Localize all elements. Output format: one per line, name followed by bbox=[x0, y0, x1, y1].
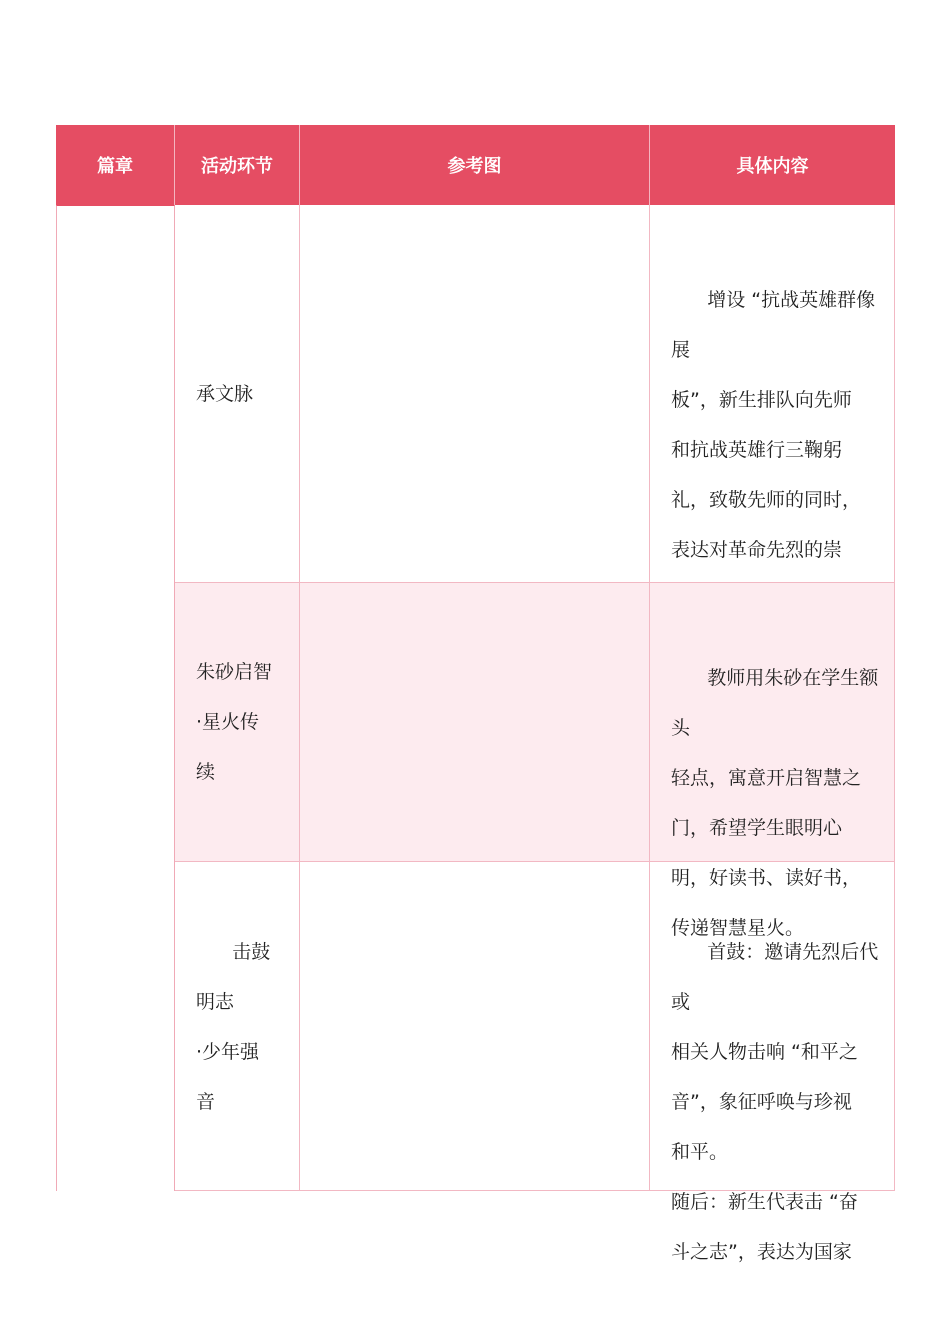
reference-image-cell bbox=[300, 205, 650, 582]
header-reference: 参考图 bbox=[300, 125, 650, 205]
activity-text: 击鼓明志 ·少年强 音 bbox=[196, 941, 271, 1113]
reference-image-cell bbox=[300, 862, 650, 1190]
header-content: 具体内容 bbox=[736, 156, 809, 177]
content-cell bbox=[650, 583, 895, 939]
chapter-cell bbox=[56, 205, 175, 1191]
content-cell bbox=[650, 862, 895, 1263]
content-text: 首鼓：邀请先烈后代或 相关人物击响 “和平之 音”，象征呼唤与珍视 和平。 随后：新生代表击 “奋 斗之志”，表达为国家 bbox=[671, 941, 879, 1263]
activity-text: 承文脉 bbox=[196, 382, 254, 405]
header-chapter: 篇章 bbox=[56, 125, 175, 205]
content-text: 增设 “抗战英雄群像展 板”，新生排队向先师 和抗战英雄行三鞠躬 礼，致敬先师的同时， 表达对革命先烈的崇 bbox=[671, 289, 876, 561]
activity-text: 朱砂启智 ·星火传 续 bbox=[196, 661, 273, 783]
header-activity: 活动环节 bbox=[175, 125, 300, 205]
activity-cell bbox=[175, 583, 300, 861]
reference-image-cell bbox=[300, 583, 650, 861]
content-cell bbox=[650, 205, 895, 582]
content-text: 教师用朱砂在学生额头 轻点，寓意开启智慧之 门，希望学生眼明心 明，好读书、读好书， 传递智慧星火。 bbox=[671, 667, 879, 939]
activity-cell bbox=[175, 862, 300, 1190]
table-header-row bbox=[56, 125, 895, 205]
table-row bbox=[175, 583, 895, 939]
table-row bbox=[175, 862, 895, 1263]
table-row bbox=[175, 205, 895, 583]
activity-cell bbox=[175, 205, 300, 582]
